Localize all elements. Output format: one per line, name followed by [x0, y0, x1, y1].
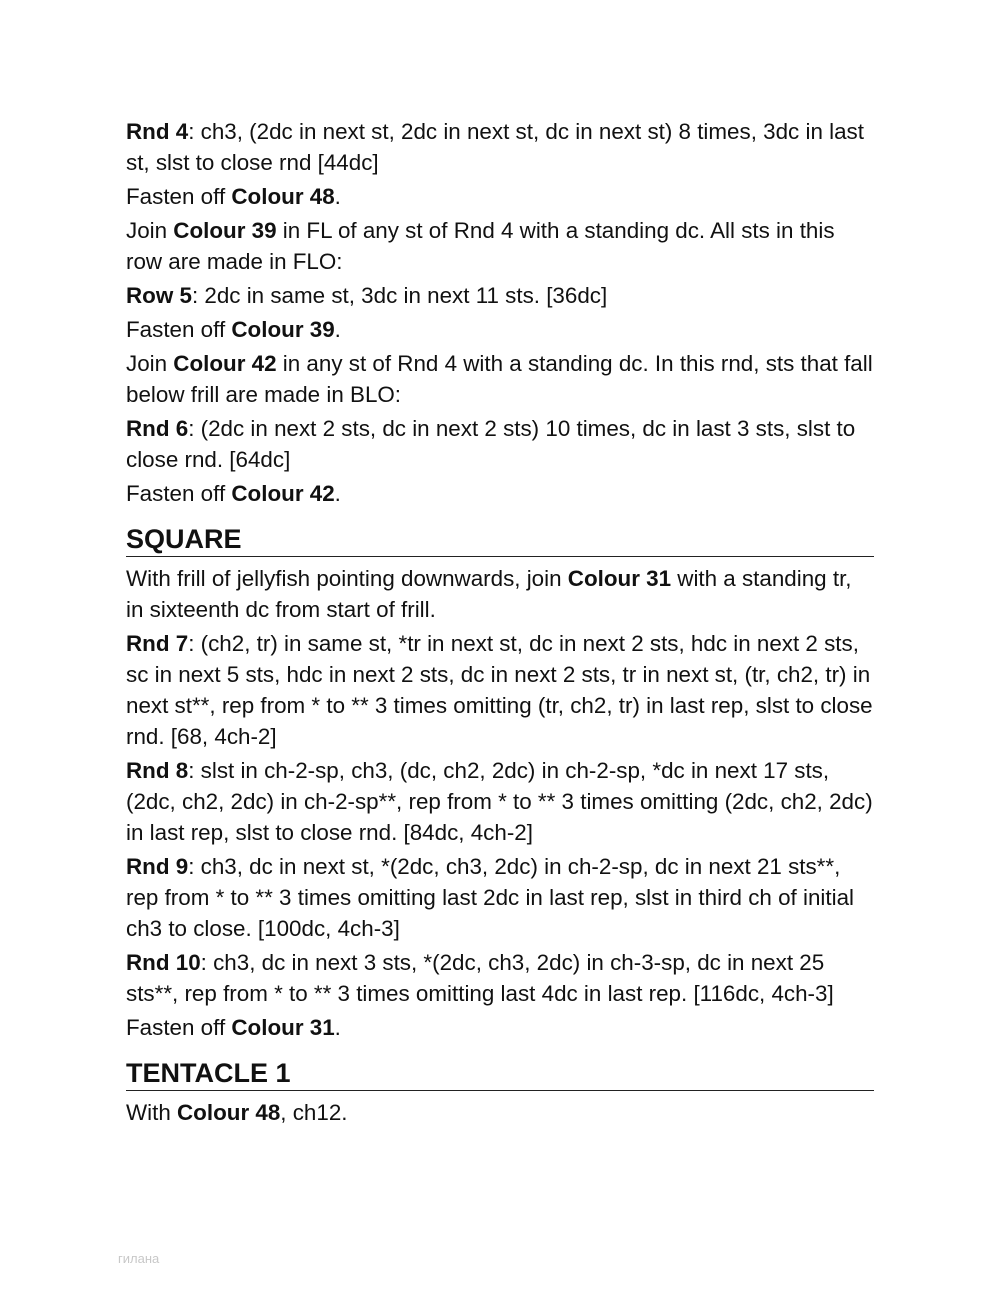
- bold-term: Rnd 4: [126, 119, 189, 144]
- document-body: [126, 116, 874, 1131]
- text-run: .: [334, 317, 341, 342]
- text-run: : (2dc in next 2 sts, dc in next 2 sts) 10 times, dc in last 3 sts, slst to close rnd. [64dc]: [126, 416, 856, 472]
- bold-term: Rnd 6: [126, 416, 189, 441]
- text-run: in any st of Rnd 4 with a standing dc. In this rnd, sts that fall below frill are made in BLO:: [126, 351, 873, 407]
- bold-term: Colour 48: [177, 1100, 281, 1125]
- instruction-paragraph: [126, 755, 874, 848]
- text-run: .: [334, 481, 341, 506]
- text-run: Join: [126, 218, 174, 243]
- instruction-paragraph: [126, 851, 874, 944]
- text-run: Fasten off: [126, 1015, 232, 1040]
- instruction-paragraph: [126, 563, 874, 625]
- bold-term: Colour 39: [173, 218, 277, 243]
- bold-term: Row 5: [126, 283, 192, 308]
- text-run: in FL of any st of Rnd 4 with a standing dc. All sts in this row are made in FLO:: [126, 218, 835, 274]
- text-run: Fasten off: [126, 481, 232, 506]
- text-run: With: [126, 1100, 178, 1125]
- instruction-paragraph: [126, 413, 874, 475]
- text-run: : ch3, dc in next st, *(2dc, ch3, 2dc) in ch-2-sp, dc in next 21 sts**, rep from * to ** 3 times omitting last 2dc in last rep, slst in third ch of initial ch3 to close. [100dc, 4ch-3]: [126, 854, 854, 941]
- text-run: With frill of jellyfish pointing downwards, join: [126, 566, 568, 591]
- text-run: Fasten off: [126, 317, 232, 342]
- instruction-paragraph: [126, 181, 874, 212]
- bold-term: Colour 31: [567, 566, 672, 591]
- bold-term: Colour 42: [173, 351, 277, 376]
- bold-term: Rnd 9: [126, 854, 189, 879]
- instruction-paragraph: [126, 1012, 874, 1043]
- instruction-paragraph: [126, 314, 874, 345]
- text-run: : ch3, (2dc in next st, 2dc in next st, dc in next st) 8 times, 3dc in last st, slst to close rnd [44dc]: [126, 119, 864, 175]
- text-run: , ch12.: [280, 1100, 348, 1125]
- text-run: : ch3, dc in next 3 sts, *(2dc, ch3, 2dc) in ch-3-sp, dc in next 25 sts**, rep from * to ** 3 times omitting last 4dc in last rep. [116dc, 4ch-3]: [126, 950, 834, 1006]
- bold-term: Colour 39: [231, 317, 335, 342]
- instruction-paragraph: [126, 478, 874, 509]
- section-heading: SQUARE: [126, 522, 874, 557]
- text-run: Fasten off: [126, 184, 232, 209]
- text-run: : 2dc in same st, 3dc in next 11 sts. [36dc]: [191, 283, 608, 308]
- instruction-paragraph: [126, 628, 874, 752]
- text-run: : slst in ch-2-sp, ch3, (dc, ch2, 2dc) in ch-2-sp, *dc in next 17 sts, (2dc, ch2, 2dc) in ch-2-sp**, rep from * to ** 3 times omitting (2dc, ch2, 2dc) in last rep, slst to close rnd. [84dc, 4ch-2]: [126, 758, 873, 845]
- text-run: with a standing tr, in sixteenth dc from start of frill.: [126, 566, 852, 622]
- section-heading: TENTACLE 1: [126, 1056, 874, 1091]
- instruction-paragraph: [126, 947, 874, 1009]
- instruction-paragraph: [126, 348, 874, 410]
- text-run: .: [334, 1015, 341, 1040]
- instruction-paragraph: [126, 215, 874, 277]
- bold-term: Rnd 10: [126, 950, 201, 975]
- text-run: : (ch2, tr) in same st, *tr in next st, dc in next 2 sts, hdc in next 2 sts, sc in next 5 sts, hdc in next 2 sts, dc in next 2 sts, tr in next st, (tr, ch2, tr) in next st**, rep from * to ** 3 times omitting (tr, ch2, tr) in last rep, slst to close rnd. [68, 4ch-2]: [126, 631, 873, 749]
- bold-term: Colour 31: [231, 1015, 335, 1040]
- instruction-paragraph: [126, 116, 874, 178]
- text-run: .: [334, 184, 341, 209]
- bold-term: Rnd 7: [126, 631, 189, 656]
- bold-term: Colour 42: [231, 481, 335, 506]
- text-run: Join: [126, 351, 174, 376]
- instruction-paragraph: [126, 280, 874, 311]
- bold-term: Colour 48: [231, 184, 335, 209]
- watermark: гилана: [118, 1251, 160, 1266]
- bold-term: Rnd 8: [126, 758, 189, 783]
- instruction-paragraph: [126, 1097, 874, 1128]
